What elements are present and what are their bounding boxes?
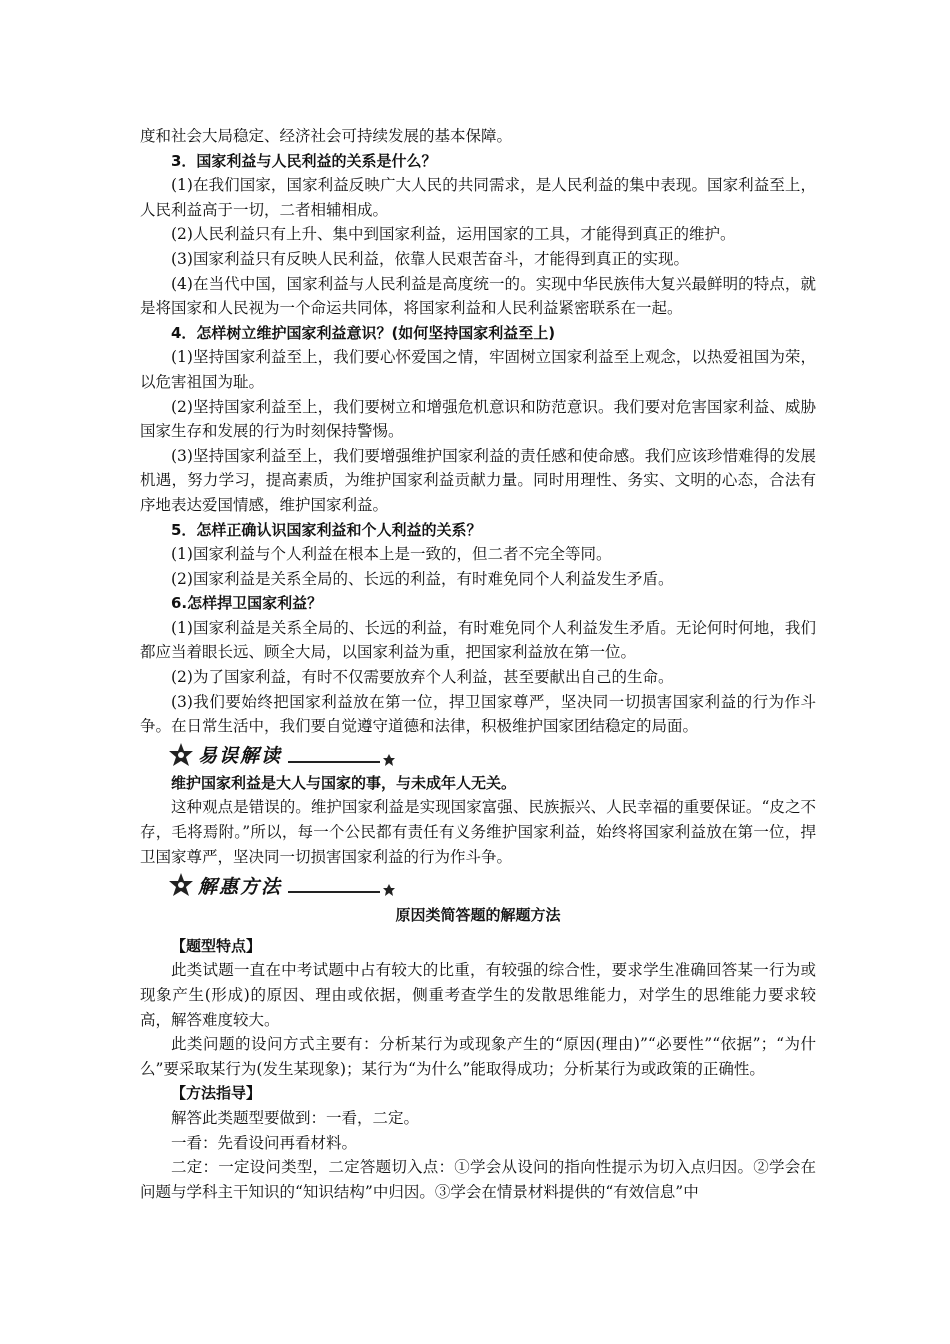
q6-item-1: (1)国家利益是关系全局的、长远的利益，有时难免同个人利益发生矛盾。无论何时何地，我们都应当着眼长远、顾全大局，以国家利益为重，把国家利益放在第一位。 [140, 618, 816, 662]
document-page [140, 124, 816, 1204]
q4-item-3: (3)坚持国家利益至上，我们要增强维护国家利益的责任感和使命感。我们应该珍惜难得的发展机遇，努力学习，提高素质，为维护国家利益贡献力量。同时用理性、务实、文明的心态，合法有序地表达爱国情感，维护国家利益。 [140, 446, 816, 514]
q6-item-3: (3)我们要始终把国家利益放在第一位，捍卫国家尊严，坚决同一切损害国家利益的行为作斗争。在日常生活中，我们要自觉遵守道德和法律，积极维护国家团结稳定的局面。 [140, 692, 816, 736]
method-paragraph-1: 解答此类题型要做到：一看，二定。 [171, 1108, 420, 1127]
q3-item-3: (3)国家利益只有反映人民利益，依靠人民艰苦奋斗，才能得到真正的实现。 [171, 249, 689, 268]
misconception-explanation: 这种观点是错误的。维护国家利益是实现国家富强、民族振兴、人民幸福的重要保证。“皮之不存，毛将焉附。”所以，每一个公民都有责任有义务维护国家利益，始终将国家利益放在第一位，捍卫国家尊严，坚决同一切损害国家利益的行为作斗争。 [140, 798, 816, 866]
q3-item-1: (1)在我们国家，国家利益反映广大人民的共同需求，是人民利益的集中表现。国家利益至上，人民利益高于一切，二者相辅相成。 [140, 176, 816, 219]
section-banner-jiehui [168, 871, 816, 899]
banner-title-yiwu: 易误解读 [198, 745, 283, 768]
small-star-icon [382, 753, 396, 767]
section-banner-yiwu [168, 741, 816, 769]
banner-underline [288, 761, 380, 763]
feature-paragraph-1: 此类试题一直在中考试题中占有较大的比重，有较强的综合性，要求学生准确回答某一行为或现象产生(形成)的原因、理由或依据，侧重考查学生的发散思维能力，对学生的思维能力要求较高，解答难度较大。 [140, 961, 816, 1029]
q4-item-1: (1)坚持国家利益至上，我们要心怀爱国之情，牢固树立国家利益至上观念，以热爱祖国为荣，以危害祖国为耻。 [140, 348, 816, 391]
q5-item-2: (2)国家利益是关系全局的、长远的利益，有时难免同个人利益发生矛盾。 [171, 569, 674, 588]
banner-title-jiehui: 解惠方法 [198, 875, 283, 898]
q4-item-2: (2)坚持国家利益至上，我们要树立和增强危机意识和防范意识。我们要对危害国家利益、威胁国家生存和发展的行为时刻保持警惕。 [140, 397, 816, 441]
method-label: 【方法指导】 [171, 1084, 262, 1103]
method-paragraph-3: 二定：一定设问类型，二定答题切入点：①学会从设问的指向性提示为切入点归因。②学会在问题与学科主干知识的“知识结构”中归因。③学会在情景材料提供的“有效信息”中 [140, 1158, 816, 1201]
feature-label: 【题型特点】 [171, 936, 262, 955]
small-star-icon [382, 883, 396, 897]
question-6-title: 6.怎样捍卫国家利益？ [171, 594, 323, 613]
paragraph-continued: 度和社会大局稳定、经济社会可持续发展的基本保障。 [140, 127, 513, 145]
q6-item-2: (2)为了国家利益，有时不仅需要放弃个人利益，甚至要献出自己的生命。 [171, 668, 674, 687]
q5-item-1: (1)国家利益与个人利益在根本上是一致的，但二者不完全等同。 [171, 545, 612, 564]
feature-paragraph-2: 此类问题的设问方式主要有：分析某行为或现象产生的“原因(理由)”“必要性”“依据”；“为什么”要采取某行为(发生某现象)；某行为“为什么”能取得成功；分析某行为或政策的正确性。 [140, 1035, 816, 1078]
star-badge-icon [168, 872, 194, 898]
question-5-title: 5．怎样正确认识国家利益和个人利益的关系？ [171, 520, 482, 539]
method-heading: 原因类简答题的解题方法 [395, 906, 561, 925]
q3-item-4: (4)在当代中国，国家利益与人民利益是高度统一的。实现中华民族伟大复兴最鲜明的特点，就是将国家和人民视为一个命运共同体，将国家利益和人民利益紧密联系在一起。 [140, 274, 816, 318]
method-paragraph-2: 一看：先看设问再看材料。 [171, 1133, 358, 1152]
question-3-title: 3．国家利益与人民利益的关系是什么？ [171, 151, 437, 170]
banner-underline [288, 891, 380, 893]
star-badge-icon [168, 742, 194, 768]
question-4-title: 4．怎样树立维护国家利益意识？(如何坚持国家利益至上) [171, 323, 556, 342]
misconception-statement: 维护国家利益是大人与国家的事，与未成年人无关。 [171, 773, 517, 792]
q3-item-2: (2)人民利益只有上升、集中到国家利益，运用国家的工具，才能得到真正的维护。 [171, 225, 736, 244]
